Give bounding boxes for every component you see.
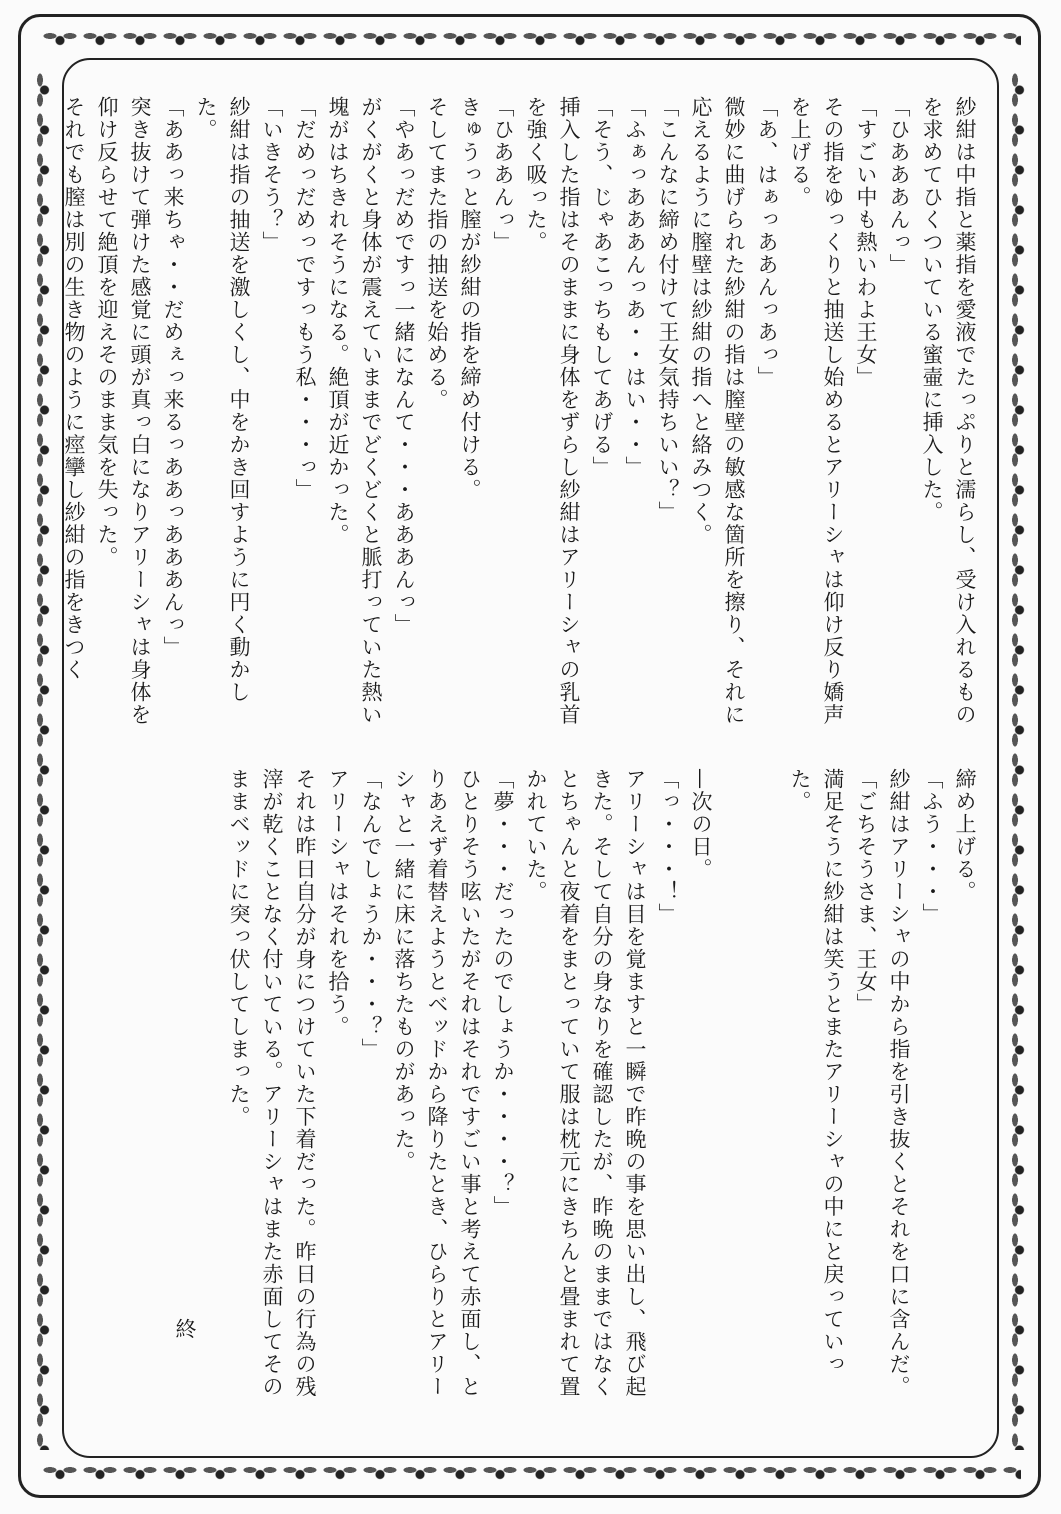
text-line: 「ふぁっあああんっあ・・はい・・」	[623, 96, 647, 479]
upper-text-block	[57, 96, 981, 726]
text-line: を上げる。	[788, 96, 812, 209]
text-line: 塊がはちきれそうになる。絶頂が近かった。	[326, 96, 350, 546]
text-line: 「ああっ来ちゃ・・だめぇっ来るっああっあああんっ」	[161, 96, 185, 659]
text-line: そしてまた指の抽送を始める。	[425, 96, 449, 411]
text-line: 紗紺は中指と薬指を愛液でたっぷりと濡らし、受け入れるもの	[953, 96, 977, 726]
text-line: 挿入した指はそのままに身体をずらし紗紺はアリーシャの乳首	[557, 96, 581, 726]
text-line: 「こんなに締め付けて王女気持ちいい？」	[656, 96, 680, 524]
text-line: 滓が乾くことなく付いている。アリーシャはまた赤面してその	[260, 768, 284, 1398]
text-line: 「だめっだめっですっもう私・・・っ」	[293, 96, 317, 501]
text-line: 「ひあああんっ」	[887, 96, 911, 276]
vine-border-top-ornament	[40, 24, 1021, 54]
text-line: その指をゆっくりと抽送し始めるとアリーシャは仰け反り嬌声	[821, 96, 845, 726]
text-line	[750, 768, 783, 1368]
vine-border-bottom-ornament	[40, 1458, 1021, 1488]
text-line: かれていた。	[524, 768, 548, 903]
text-line: 仰け反らせて絶頂を迎えそのまま気を失った。	[95, 96, 119, 569]
text-line: 「なんでしょうか・・・？」	[359, 768, 383, 1061]
text-line: がくがくと身体が震えていままでどくどくと脈打っていた熱い	[359, 96, 383, 726]
text-line: それは昨日自分が身につけていた下着だった。昨日の行為の残	[293, 768, 317, 1398]
text-line	[717, 768, 750, 1368]
text-line: シャと一緒に床に落ちたものがあった。	[392, 768, 416, 1173]
text-line: りあえず着替えようとベッドから降りたとき、ひらりとアリー	[425, 768, 449, 1398]
text-line: 「っ・・・！」	[656, 768, 680, 926]
vine-border-right-ornament	[1003, 70, 1033, 1450]
text-line: それでも膣は別の生き物のように痙攣し紗紺の指をきつく	[62, 96, 86, 681]
text-line: 微妙に曲げられた紗紺の指は膣壁の敏感な箇所を擦り、それに	[722, 96, 746, 726]
text-line: ままベッドに突っ伏してしまった。	[227, 768, 251, 1128]
text-line: 満足そうに紗紺は笑うとまたアリーシャの中にと戻っていっ	[821, 768, 845, 1376]
text-line: きゅうっと膣が紗紺の指を締め付ける。	[458, 96, 482, 501]
text-line: を求めてひくついている蜜壷に挿入した。	[920, 96, 944, 524]
text-line: 「すごい中も熱いわよ王女」	[854, 96, 878, 389]
text-line: 紗紺はアリーシャの中から指を引き抜くとそれを口に含んだ。	[887, 768, 911, 1398]
text-line: た。	[194, 96, 218, 141]
text-line: を強く吸った。	[524, 96, 548, 254]
text-line: 応えるように膣壁は紗紺の指へと絡みつく。	[689, 96, 713, 546]
text-line: 「ふう・・・」	[920, 768, 944, 926]
text-line: とちゃんと夜着をまとっていて服は枕元にきちんと畳まれて置	[557, 768, 581, 1398]
text-line: た。	[788, 768, 812, 813]
lower-text-block	[222, 768, 981, 1398]
text-line: 「夢・・・だったのでしょうか・・・・？」	[491, 768, 515, 1218]
text-line: 紗紺は指の抽送を激しくし、中をかき回すように円く動かし	[227, 96, 251, 704]
text-line: ひとりそう呟いたがそれはそれですごい事と考えて赤面し、と	[458, 768, 482, 1398]
vine-border-left-ornament	[28, 70, 58, 1450]
text-line: 「そう、じゃあこっちもしてあげる」	[590, 96, 614, 479]
text-line: アリーシャは目を覚ますと一瞬で昨晩の事を思い出し、飛び起	[623, 768, 647, 1398]
end-mark: 終	[173, 1318, 197, 1339]
text-line: アリーシャはそれを拾う。	[326, 768, 350, 1038]
text-line: 締め上げる。	[953, 768, 977, 903]
text-line: 突き抜けて弾けた感覚に頭が真っ白になりアリーシャは身体を	[128, 96, 152, 726]
text-line: 「あ、はぁっああんっあっ」	[755, 96, 779, 389]
text-line: 「ごちそうさま、王女」	[854, 768, 878, 1016]
text-line: 「ひああんっ」	[491, 96, 515, 254]
text-line: 「やあっだめですっ一緒になんて・・・あああんっ」	[392, 96, 416, 636]
text-line: —次の日。	[689, 768, 713, 881]
text-line: きた。そして自分の身なりを確認したが、昨晩のままではなく	[590, 768, 614, 1398]
text-line: 「いきそう？」	[260, 96, 284, 254]
